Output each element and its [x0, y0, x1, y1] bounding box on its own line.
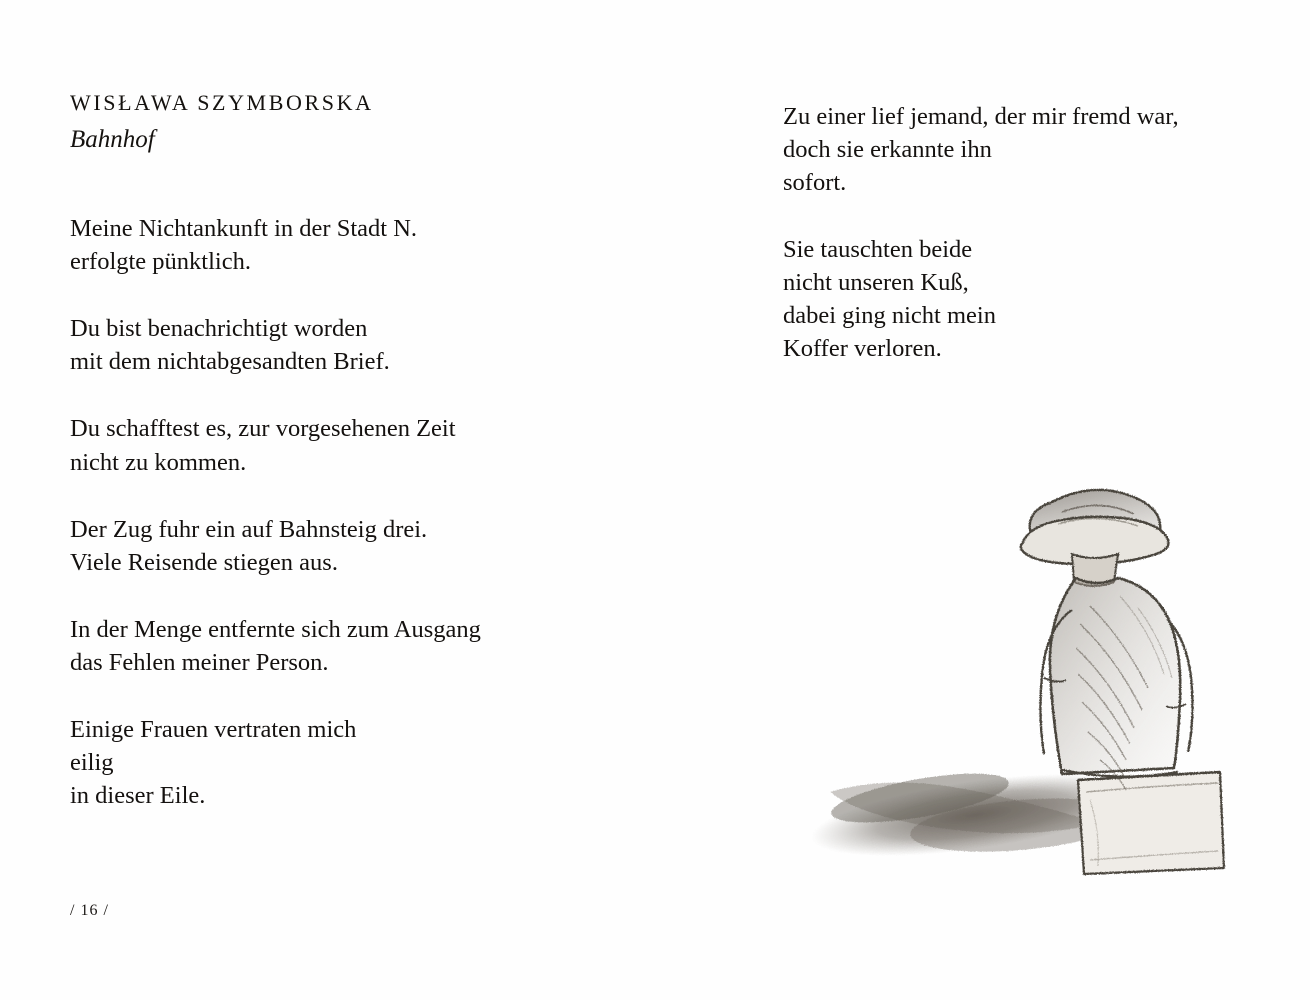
- poem-line: in dieser Eile.: [70, 781, 206, 809]
- poem-line: nicht unseren Kuß,: [783, 269, 969, 297]
- poem-line: Du schafftest es, zur vorgesehenen Zeit: [70, 415, 456, 443]
- poem-line: Einige Frauen vertraten mich: [70, 715, 357, 743]
- suitcase-shape: [1078, 772, 1224, 874]
- page-number: / 16 /: [70, 902, 109, 919]
- poem-title: Bahnhof: [70, 125, 155, 153]
- poem-line: doch sie erkannte ihn: [783, 136, 992, 164]
- stanza: [70, 713, 670, 812]
- seated-man-shape: [1021, 490, 1193, 790]
- left-text-column: [70, 88, 670, 812]
- poem-author: WISŁAWA SZYMBORSKA: [70, 90, 374, 115]
- stanza: [70, 412, 670, 478]
- poem-line: Meine Nichtankunft in der Stadt N.: [70, 215, 418, 243]
- poem-line: nicht zu kommen.: [70, 448, 247, 476]
- stanza: [70, 513, 670, 579]
- stanza: [783, 233, 1253, 365]
- poem-line: das Fehlen meiner Person.: [70, 648, 329, 676]
- stanza: [70, 212, 670, 278]
- poem-line: erfolgte pünktlich.: [70, 248, 251, 276]
- poem-line: dabei ging nicht mein: [783, 302, 996, 330]
- right-text-column: [783, 100, 1253, 399]
- poem-line: Sie tauschten beide: [783, 236, 973, 264]
- poem-line: mit dem nichtabgesandten Brief.: [70, 348, 390, 376]
- stanza: [70, 312, 670, 378]
- poem-line: Du bist benachrichtigt worden: [70, 315, 368, 343]
- left-stanzas: [70, 212, 670, 812]
- poem-line: In der Menge entfernte sich zum Ausgang: [70, 615, 481, 643]
- stanza: [70, 613, 670, 679]
- poem-line: Koffer verloren.: [783, 335, 942, 363]
- poem-line: Viele Reisende stiegen aus.: [70, 548, 338, 576]
- poem-line: Der Zug fuhr ein auf Bahnsteig drei.: [70, 515, 428, 543]
- stanza: [783, 100, 1253, 199]
- poem-line: sofort.: [783, 169, 847, 197]
- poem-line: Zu einer lief jemand, der mir fremd war,: [783, 103, 1179, 130]
- poem-line: eilig: [70, 748, 114, 776]
- illustration-seated-man: [790, 420, 1260, 890]
